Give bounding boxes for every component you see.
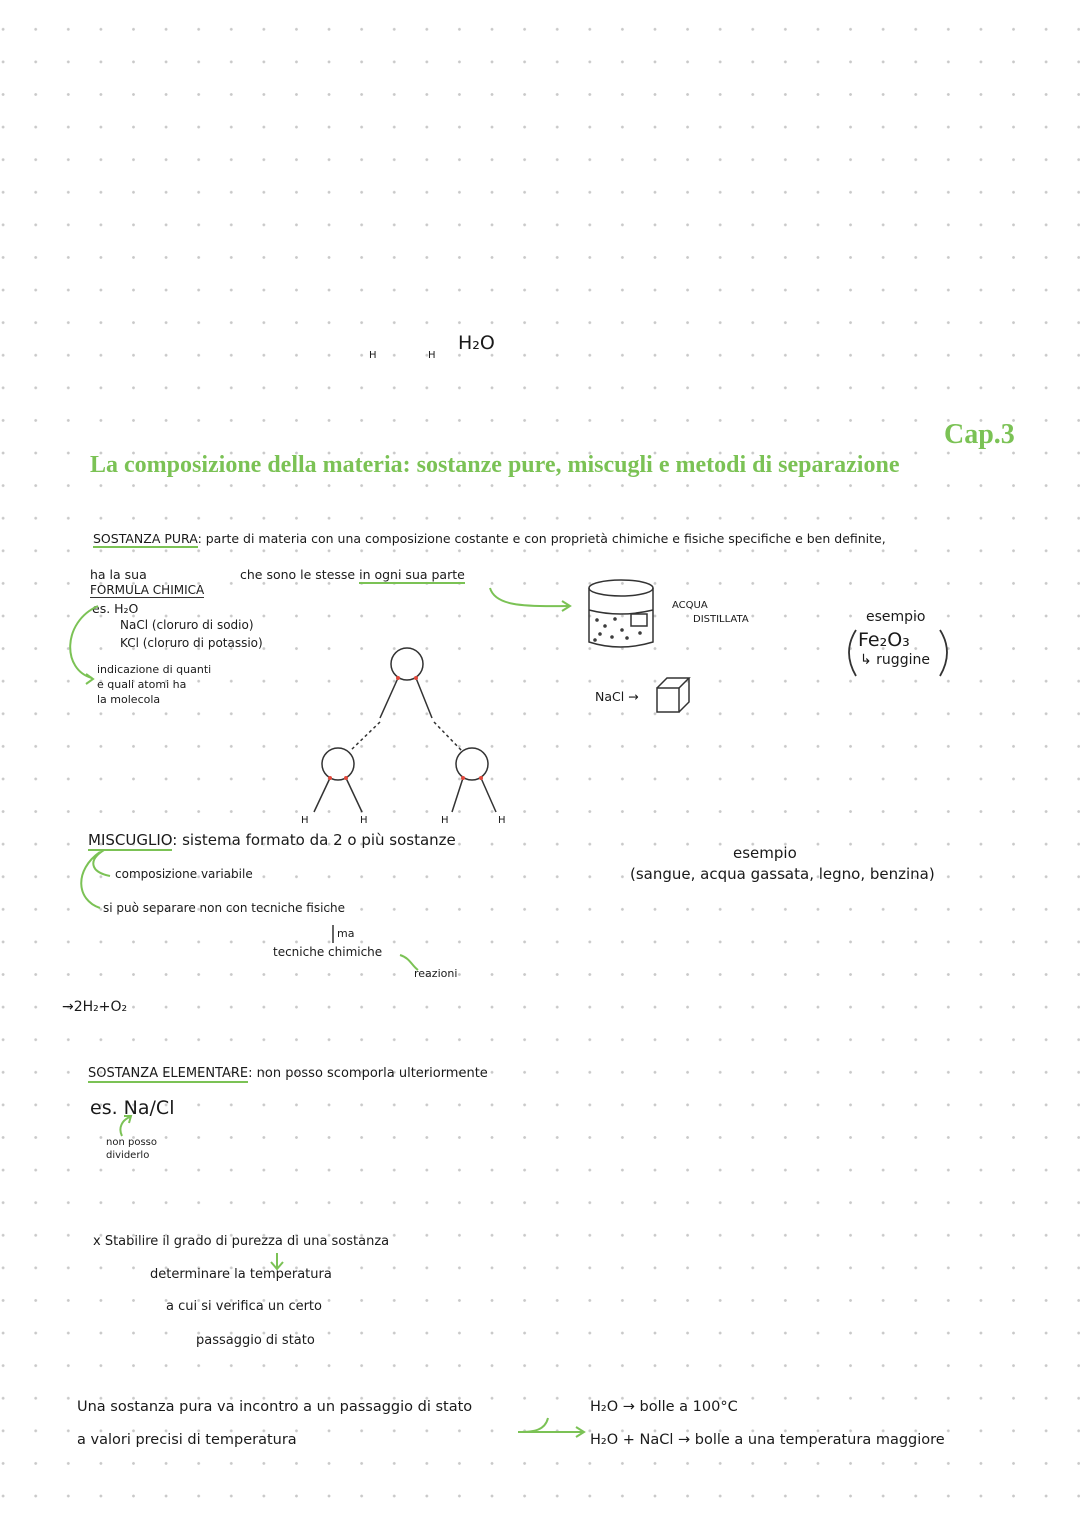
mixture-curve-2 (81, 852, 100, 908)
atom-h-5: H (441, 815, 449, 826)
reaction-equation: →2H₂+O₂ (62, 999, 128, 1015)
mixture-point2: si può separare non con tecniche fisiche (103, 901, 346, 915)
bottom-right-line2: H₂O + NaCl → bolle a una temperatura maggiore (590, 1432, 945, 1448)
example-kcl: KCl (cloruro di potassio) (120, 636, 263, 650)
pure-substance-definition: : parte di materia con una composizione costante e con proprietà chimiche e fisiche specifiche e ben definite, (197, 531, 886, 546)
container-arrow (490, 588, 568, 606)
pure-example-word: esempio (866, 609, 926, 625)
indication-line2: e quali atomi ha (97, 678, 187, 691)
atom-h-6: H (498, 815, 506, 826)
atom-h-1: H (369, 350, 377, 361)
mixture-definition: : sistema formato da 2 o più sostanze (172, 831, 456, 849)
page-title: La composizione della materia: sostanze pure, miscugli e metodi di separazione (90, 452, 900, 478)
mixture-but: ma (337, 927, 355, 940)
atom-h-3: H (301, 815, 309, 826)
elemental-definition: : non posso scomporla ulteriormente (248, 1066, 488, 1081)
formula-label: FORMULA CHIMICA (90, 583, 205, 597)
elemental-note-line2: dividerlo (106, 1150, 150, 1161)
atom-h-4: H (360, 815, 368, 826)
formula-arrow (70, 606, 98, 678)
reactions-curve (400, 955, 418, 970)
nacl-label: NaCl → (595, 689, 639, 704)
mixture-example-word: esempio (733, 844, 797, 862)
container-icon (589, 580, 653, 647)
pure-example-note: ↳ ruggine (860, 652, 930, 668)
purity-line1: x Stabilire il grado di purezza di una sostanza (93, 1234, 390, 1249)
mixture-term: MISCUGLIO (88, 831, 173, 849)
elemental-arrow (120, 1117, 130, 1136)
mixture-chemical: tecniche chimiche (273, 945, 383, 959)
purity-line2: determinare la temperatura (150, 1267, 332, 1282)
indication-line1: indicazione di quanti (97, 663, 212, 676)
bottom-left-line1: Una sostanza pura va incontro a un passaggio di stato (77, 1399, 473, 1415)
example-water: es. H₂O (92, 601, 139, 616)
elemental-term: SOSTANZA ELEMENTARE (88, 1066, 249, 1081)
purity-line4: passaggio di stato (196, 1333, 315, 1348)
elemental-note-line1: non posso (106, 1137, 157, 1148)
mixture-point1: composizione variabile (115, 867, 253, 881)
formula-arrow-head (86, 674, 93, 684)
fe-right-paren (940, 630, 947, 676)
water-label-line1: ACQUA (672, 600, 708, 611)
chapter-label: Cap.3 (944, 419, 1015, 450)
indication-line3: la molecola (97, 693, 161, 706)
bottom-curve (518, 1418, 548, 1432)
molecule-bond-marks (328, 676, 483, 780)
pure-example-formula: Fe₂O₃ (858, 629, 910, 651)
mixture-example-list: (sangue, acqua gassata, legno, benzina) (630, 865, 935, 883)
atom-h-2: H (428, 350, 436, 361)
molecule-label: H₂O (458, 332, 495, 354)
elemental-example: es. Na/Cl (90, 1097, 175, 1119)
pure-line2-underlined: in ogni sua parte (359, 567, 465, 582)
bottom-right-line1: H₂O → bolle a 100°C (590, 1399, 738, 1415)
cube-icon (657, 678, 689, 712)
fe-left-paren (849, 630, 856, 676)
molecule-diagram (314, 648, 496, 812)
pure-substance-term: SOSTANZA PURA (93, 531, 198, 546)
bottom-left-line2: a valori precisi di temperatura (77, 1432, 297, 1448)
mixture-reactions: reazioni (414, 967, 458, 980)
water-label-line2: DISTILLATA (693, 614, 749, 625)
example-nacl: NaCl (cloruro di sodio) (120, 618, 254, 632)
pure-line2-prefix: che sono le stesse (240, 567, 356, 582)
purity-line3: a cui si verifica un certo (166, 1299, 322, 1314)
has-its-label: ha la sua (90, 567, 147, 582)
